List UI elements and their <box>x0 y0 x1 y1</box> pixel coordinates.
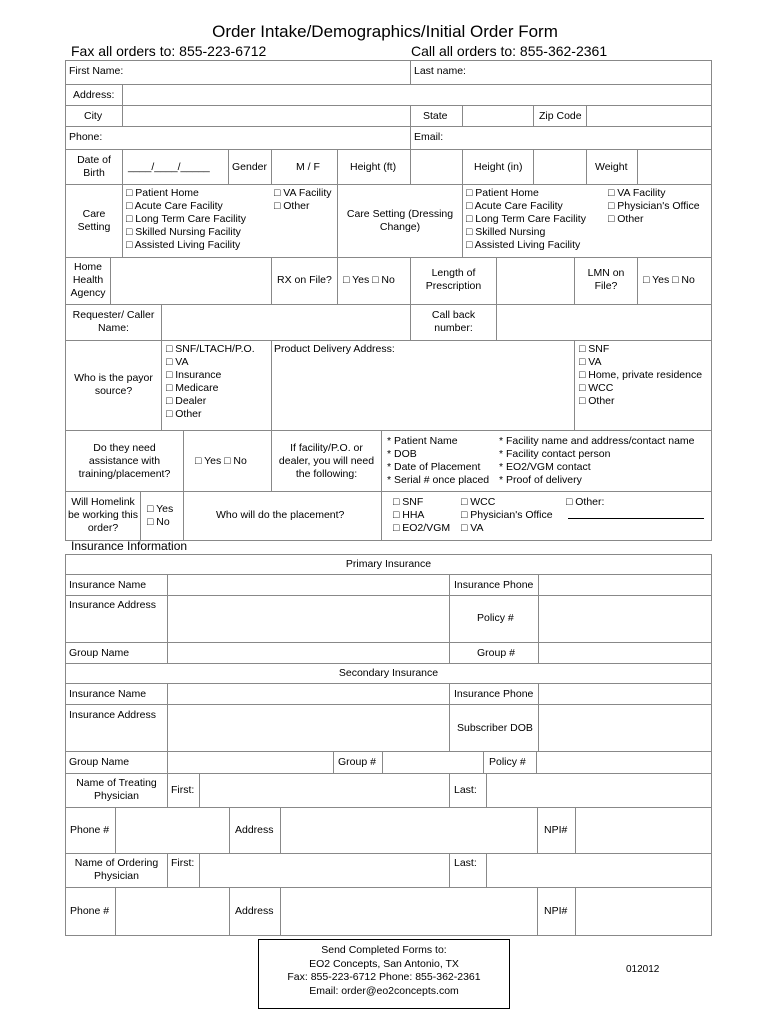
ordering-npi-field[interactable] <box>575 887 712 936</box>
gender-label: Gender <box>232 161 268 173</box>
form-code: 012012 <box>626 964 660 975</box>
callback-field[interactable] <box>496 304 712 341</box>
height-in-label: Height (in) <box>474 161 523 173</box>
primary-insurance-title: Primary Insurance <box>345 558 432 570</box>
s-policy-label: Policy # <box>489 756 526 768</box>
treating-npi-label: NPI# <box>544 824 568 836</box>
payor-option[interactable]: □ VA <box>166 356 189 368</box>
care-setting-label: Care Setting <box>77 208 111 233</box>
delivery-options-list[interactable] <box>579 343 702 408</box>
weight-label: Weight <box>595 161 628 173</box>
care-options-list-a[interactable] <box>126 187 246 252</box>
address-label: Address: <box>73 89 115 101</box>
treating-last-label: Last: <box>454 784 477 796</box>
p-policy-label: Policy # <box>477 612 514 624</box>
need-item: * EO2/VGM contact <box>499 461 591 473</box>
need-item: * Serial # once placed <box>387 474 490 486</box>
p-ins-phone-label: Insurance Phone <box>454 579 534 591</box>
footer-line-3: Fax: 855-223-6712 Phone: 855-362-2361 <box>287 971 481 983</box>
length-field[interactable] <box>496 257 575 305</box>
callback-label: Call back number: <box>431 309 476 334</box>
ordering-first-field[interactable] <box>199 853 450 888</box>
p-ins-address-label: Insurance Address <box>69 599 156 611</box>
treating-first-field[interactable] <box>199 773 450 808</box>
payor-label: Who is the payor source? <box>74 372 153 397</box>
dressing-option[interactable]: □ Long Term Care Facility <box>466 213 586 225</box>
s-ins-address-field[interactable] <box>167 704 450 752</box>
need-item: * Patient Name <box>387 435 458 447</box>
homelink-label: Will Homelink be working this order? <box>67 496 139 534</box>
dressing-options-list-b[interactable] <box>608 187 700 226</box>
email-label: Email: <box>414 131 444 143</box>
placement-option[interactable]: □ SNF <box>393 496 424 508</box>
p-group-name-label: Group Name <box>69 647 130 659</box>
treating-address-field[interactable] <box>280 807 538 854</box>
treating-address-label: Address <box>235 824 274 836</box>
need-item: * Proof of delivery <box>499 474 582 486</box>
placement-option[interactable]: □ VA <box>461 522 484 534</box>
dressing-option[interactable]: □ Patient Home <box>466 187 539 199</box>
ordering-last-label: Last: <box>454 857 477 869</box>
height-ft-field[interactable] <box>410 149 463 185</box>
s-policy-field[interactable] <box>536 751 712 774</box>
placement-option[interactable]: □ Physician's Office <box>461 509 553 521</box>
dressing-label: Care Setting (Dressing Change) <box>346 208 454 233</box>
dressing-options-list-a[interactable] <box>466 187 586 252</box>
treating-phone-label: Phone # <box>70 824 110 836</box>
dressing-option[interactable]: □ Skilled Nursing <box>466 226 546 238</box>
state-label: State <box>423 110 448 122</box>
delivery-address-label: Product Delivery Address: <box>274 343 395 355</box>
height-in-field[interactable] <box>533 149 587 185</box>
home-health-field[interactable] <box>110 257 272 305</box>
ordering-phone-field[interactable] <box>115 887 230 936</box>
footer-box <box>258 939 510 1009</box>
delivery-option[interactable]: □ Other <box>579 395 615 407</box>
city-field[interactable] <box>122 105 411 127</box>
dressing-option[interactable]: □ Acute Care Facility <box>466 200 563 212</box>
placement-option[interactable]: □ EO2/VGM <box>393 522 451 534</box>
payor-option[interactable]: □ SNF/LTACH/P.O. <box>166 343 255 355</box>
phone-label: Phone: <box>69 131 103 143</box>
ordering-address-field[interactable] <box>280 887 538 936</box>
p-group-name-field[interactable] <box>167 642 450 664</box>
ordering-address-label: Address <box>235 905 274 917</box>
dob-blank: ____/____/_____ <box>128 161 210 173</box>
ordering-label: Name of Ordering Physician <box>74 857 159 882</box>
payor-option[interactable]: □ Medicare <box>166 382 219 394</box>
ordering-npi-label: NPI# <box>544 905 568 917</box>
p-group-no-field[interactable] <box>538 642 712 664</box>
s-group-no-field[interactable] <box>382 751 484 774</box>
placement-col2[interactable] <box>461 496 553 535</box>
care-option[interactable]: □ Other <box>274 200 310 212</box>
lmn-yes-no-text[interactable]: □ Yes □ No <box>643 274 695 286</box>
secondary-insurance-title: Secondary Insurance <box>338 667 439 679</box>
s-ins-phone-field[interactable] <box>538 683 712 705</box>
subscriber-dob-label: Subscriber DOB <box>457 722 533 734</box>
s-group-name-label: Group Name <box>69 756 130 768</box>
placement-option[interactable]: □ WCC <box>461 496 496 508</box>
care-option[interactable]: □ Acute Care Facility <box>126 200 223 212</box>
placement-other-line[interactable] <box>568 518 704 519</box>
treating-first-label: First: <box>171 784 195 796</box>
rx-yes-no-text[interactable]: □ Yes □ No <box>343 274 395 286</box>
need-item: * Facility contact person <box>499 448 611 460</box>
s-group-no-label: Group # <box>338 756 376 768</box>
dob-label: Date of Birth <box>77 154 111 179</box>
dressing-option[interactable]: □ VA Facility <box>608 187 666 199</box>
delivery-option[interactable]: □ VA <box>579 356 602 368</box>
footer-email[interactable]: Email: order@eo2concepts.com <box>309 984 459 997</box>
last-name-label: Last name: <box>414 65 466 77</box>
s-ins-name-label: Insurance Name <box>69 688 147 700</box>
need-item: * Date of Placement <box>387 461 481 473</box>
ordering-phone-label: Phone # <box>70 905 110 917</box>
p-ins-name-label: Insurance Name <box>69 579 147 591</box>
requester-field[interactable] <box>161 304 411 341</box>
footer-line-2: EO2 Concepts, San Antonio, TX <box>309 957 459 970</box>
s-ins-phone-label: Insurance Phone <box>454 688 534 700</box>
placement-label: Who will do the placement? <box>216 509 345 521</box>
length-label: Length of Prescription <box>425 267 482 292</box>
treating-label: Name of Treating Physician <box>76 777 157 802</box>
care-option[interactable]: □ VA Facility <box>274 187 332 199</box>
facility-needs-list-a <box>387 435 489 487</box>
care-options-list-b[interactable] <box>274 187 332 213</box>
payor-option[interactable]: □ Insurance <box>166 369 222 381</box>
treating-phone-field[interactable] <box>115 807 230 854</box>
email-field[interactable] <box>410 126 712 150</box>
gender-mf: M / F <box>296 161 320 173</box>
care-option[interactable]: □ Patient Home <box>126 187 199 199</box>
assist-label: Do they need assistance with training/placement? <box>78 442 171 480</box>
state-field[interactable] <box>462 105 534 127</box>
city-label: City <box>84 110 103 122</box>
need-item: * DOB <box>387 448 417 460</box>
treating-last-field[interactable] <box>486 773 712 808</box>
weight-field[interactable] <box>637 149 712 185</box>
s-ins-address-label: Insurance Address <box>69 709 156 721</box>
p-ins-name-field[interactable] <box>167 574 450 596</box>
p-group-no-label: Group # <box>477 647 515 659</box>
fax-line: Fax all orders to: 855-223-6712 <box>71 43 267 59</box>
form-title: Order Intake/Demographics/Initial Order Form <box>212 22 558 41</box>
need-item: * Facility name and address/contact name <box>499 435 695 447</box>
homelink-option[interactable]: □ Yes <box>147 503 174 515</box>
payor-option[interactable]: □ Other <box>166 408 202 420</box>
requester-label: Requester/ Caller Name: <box>72 309 155 334</box>
footer-line-1: Send Completed Forms to: <box>321 944 447 956</box>
first-name-label: First Name: <box>69 65 124 77</box>
phone-field[interactable] <box>65 126 411 150</box>
address-field[interactable] <box>122 84 712 106</box>
placement-other[interactable]: □ Other: <box>566 496 605 508</box>
placement-col1[interactable] <box>393 496 450 535</box>
care-option[interactable]: □ Skilled Nursing Facility <box>126 226 241 238</box>
payor-options-list[interactable] <box>166 343 255 421</box>
ordering-last-field[interactable] <box>486 853 712 888</box>
p-ins-address-field[interactable] <box>167 595 450 643</box>
delivery-option[interactable]: □ SNF <box>579 343 610 355</box>
assist-yes-no-text[interactable]: □ Yes □ No <box>195 455 247 467</box>
care-option[interactable]: □ Long Term Care Facility <box>126 213 246 225</box>
payor-option[interactable]: □ Dealer <box>166 395 207 407</box>
dressing-option[interactable]: □ Other <box>608 213 644 225</box>
subscriber-dob-field[interactable] <box>538 704 712 752</box>
dressing-option[interactable]: □ Physician's Office <box>608 200 700 212</box>
facility-label: If facility/P.O. or dealer, you will need the following: <box>278 442 375 480</box>
rx-label: RX on File? <box>277 274 332 286</box>
placement-option[interactable]: □ HHA <box>393 509 425 521</box>
delivery-option[interactable]: □ WCC <box>579 382 614 394</box>
facility-needs-list-b <box>499 435 695 487</box>
ordering-first-label: First: <box>171 857 195 869</box>
delivery-option[interactable]: □ Home, private residence <box>579 369 703 381</box>
s-group-name-field[interactable] <box>167 751 334 774</box>
zip-label: Zip Code <box>539 110 582 122</box>
p-policy-field[interactable] <box>538 595 712 643</box>
call-line: Call all orders to: 855-362-2361 <box>411 43 608 59</box>
p-ins-phone-field[interactable] <box>538 574 712 596</box>
homelink-option[interactable]: □ No <box>147 516 170 528</box>
zip-field[interactable] <box>586 105 712 127</box>
dressing-option[interactable]: □ Assisted Living Facility <box>466 239 581 251</box>
homelink-options-list[interactable] <box>147 503 173 529</box>
lmn-label: LMN on File? <box>587 267 625 292</box>
height-ft-label: Height (ft) <box>350 161 397 173</box>
insurance-section-title: Insurance Information <box>71 539 188 553</box>
s-ins-name-field[interactable] <box>167 683 450 705</box>
treating-npi-field[interactable] <box>575 807 712 854</box>
care-option[interactable]: □ Assisted Living Facility <box>126 239 241 251</box>
home-health-label: Home Health Agency <box>70 261 106 299</box>
